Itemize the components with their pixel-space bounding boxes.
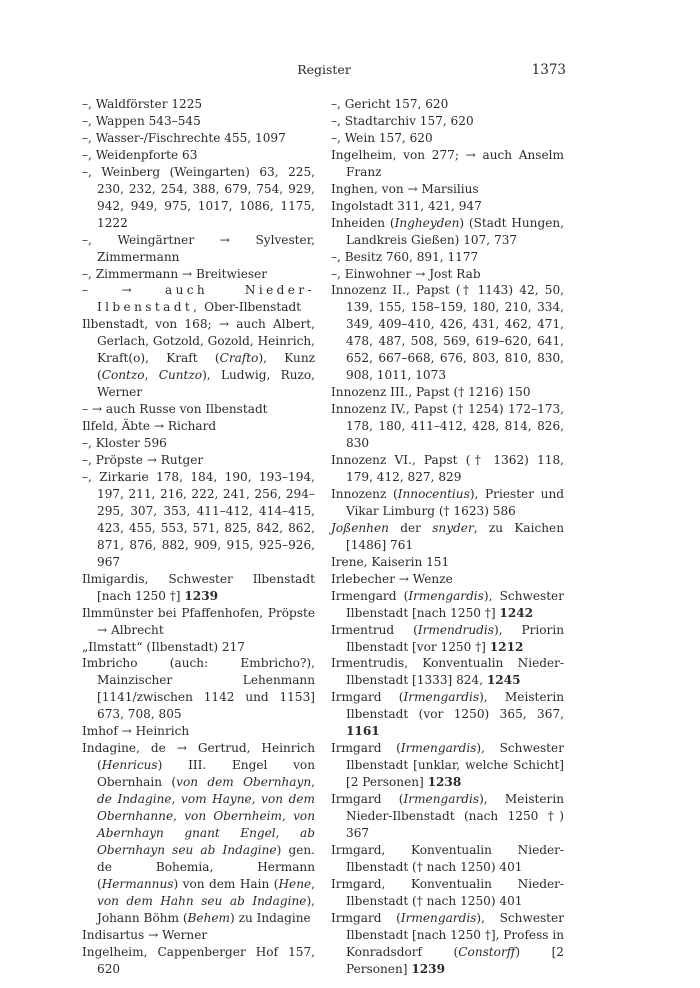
index-entry: Irmgard (Irmengardis), Schwester Ilbenstadt [nach 1250 †], Profess in Konradsdorf (Constorff) [2 Personen] 1239 (331, 910, 565, 976)
index-entry: –, Pröpste → Rutger (82, 453, 204, 468)
index-entry: Irmgard, Konventualin Nieder-Ilbenstadt († nach 1250) 401 (331, 842, 564, 874)
index-entry: –, Wein 157, 620 (331, 130, 433, 145)
index-entry: Inheiden (Ingheyden) (Stadt Hungen, Landkreis Gießen) 107, 737 (331, 215, 564, 247)
index-entry: Irlebecher → Wenze (331, 571, 453, 586)
running-title: Register (297, 62, 351, 77)
index-entry: Irmgard (Irmengardis), Meisterin Nieder-Ilbenstadt (nach 1250 †) 367 (331, 792, 564, 840)
index-entry: Inghen, von → Marsilius (331, 181, 479, 196)
index-entry: „Ilmstatt“ (Ilbenstadt) 217 (82, 639, 245, 654)
index-entry: Indagine, de → Gertrud, Heinrich (Henricus) III. Engel von Obernhain (von dem Obernhayn, de Indagine, vom Hayne, von dem Obernhanne, von Obernheim, von Abernhayn gnant Engel, ab Obernhayn seu ab Indagine) gen. de Bohemia, Hermann (Hermannus) von dem Hain (Hene, von dem Hahn seu ab Indagine), Johann Böhm (Behem) zu Indagine (82, 741, 315, 925)
index-entry: Ingolstadt 311, 421, 947 (331, 198, 482, 213)
index-entry: Innozenz VI., Papst († 1362) 118, 179, 412, 827, 829 (331, 453, 564, 484)
index-column-left (82, 96, 315, 978)
index-entry: Innozenz IV., Papst († 1254) 172–173, 178, 180, 411–412, 428, 814, 826, 830 (331, 402, 564, 451)
index-entry: –, Waldförster 1225 (82, 97, 203, 111)
index-entry: Irmentrudis, Konventualin Nieder-Ilbenstadt [1333] 824, 1245 (331, 656, 564, 688)
index-entry: – → auch Nieder-Ilbenstadt, Ober-Ilbenstadt (82, 283, 315, 315)
page-header (82, 62, 566, 80)
index-entry: Ingelheim, Cappenberger Hof 157, 620 (82, 944, 315, 976)
index-entry: – → auch Russe von Ilbenstadt (82, 402, 268, 417)
index-entry: –, Stadtarchiv 157, 620 (331, 113, 474, 128)
index-entry: Innozenz (Innocentius), Priester und Vikar Limburg († 1623) 586 (331, 486, 564, 518)
index-entry: –, Kloster 596 (82, 436, 167, 451)
index-entry: Innozenz II., Papst († 1143) 42, 50, 139, 155, 158–159, 180, 210, 334, 349, 409–410, 426, 431, 462, 471, 478, 487, 508, 569, 619–620, 641, 652, 667–668, 676, 803, 810, 830, 908, 1011, 1073 (331, 283, 564, 383)
index-entry: –, Wappen 543–545 (82, 113, 201, 128)
index-entry: –, Wasser-/Fischrechte 455, 1097 (82, 130, 286, 145)
index-entry: Indisartus → Werner (82, 927, 208, 942)
index-entry: Irmgard (Irmengardis), Schwester Ilbenstadt [unklar, welche Schicht] [2 Personen] 1238 (331, 741, 564, 790)
index-entry: Innozenz III., Papst († 1216) 150 (331, 385, 531, 400)
index-entry: –, Gericht 157, 620 (331, 97, 449, 111)
index-entry: Ilmmünster bei Pfaffenhofen, Pröpste → Albrecht (82, 605, 315, 637)
index-entry: –, Weidenpforte 63 (82, 147, 198, 162)
index-entry: Irmengard (Irmengardis), Schwester Ilbenstadt [nach 1250 †] 1242 (331, 588, 564, 620)
index-entry: Imbricho (auch: Embricho?), Mainzischer Lehenmann [1141/zwischen 1142 und 1153] 673, 708, 805 (82, 656, 315, 722)
index-entry: Irmentrud (Irmendrudis), Priorin Ilbenstadt [vor 1250 †] 1212 (331, 622, 564, 654)
index-entry: –, Besitz 760, 891, 1177 (331, 249, 479, 264)
page-number: 1373 (531, 62, 566, 78)
index-entry: –, Weingärtner → Sylvester, Zimmermann (82, 232, 315, 264)
index-entry: Ilmigardis, Schwester Ilbenstadt [nach 1250 †] 1239 (82, 571, 315, 603)
index-entry: Joßenhen der snyder, zu Kaichen [1486] 761 (331, 520, 564, 552)
index-entry: –, Einwohner → Jost Rab (331, 266, 481, 281)
index-entry: Ilfeld, Äbte → Richard (82, 419, 217, 434)
index-entry: –, Zimmermann → Breitwieser (82, 266, 268, 281)
index-column-right (331, 96, 564, 978)
index-entry: Irmgard, Konventualin Nieder-Ilbenstadt († nach 1250) 401 (331, 876, 564, 908)
index-entry: –, Zirkarie 178, 184, 190, 193–194, 197, 211, 216, 222, 241, 256, 294–295, 307, 353, 411–412, 414–415, 423, 455, 553, 571, 825, 842, 862, 871, 876, 882, 909, 915, 925–926, 967 (82, 469, 315, 569)
index-entry: Ilbenstadt, von 168; → auch Albert, Gerlach, Gotzold, Gozold, Heinrich, Kraft(o), Kraft (Crafto), Kunz (Contzo, Cuntzo), Ludwig, Ruzo, Werner (82, 317, 315, 400)
index-entry: Irene, Kaiserin 151 (331, 554, 450, 569)
index-entry: Imhof → Heinrich (82, 724, 190, 739)
index-entry: Irmgard (Irmengardis), Meisterin Ilbenstadt (vor 1250) 365, 367, 1161 (331, 690, 564, 739)
index-entry: –, Weinberg (Weingarten) 63, 225, 230, 232, 254, 388, 679, 754, 929, 942, 949, 975, 1017, 1086, 1175, 1222 (82, 164, 315, 230)
index-entry: Ingelheim, von 277; → auch Anselm Franz (331, 147, 564, 179)
